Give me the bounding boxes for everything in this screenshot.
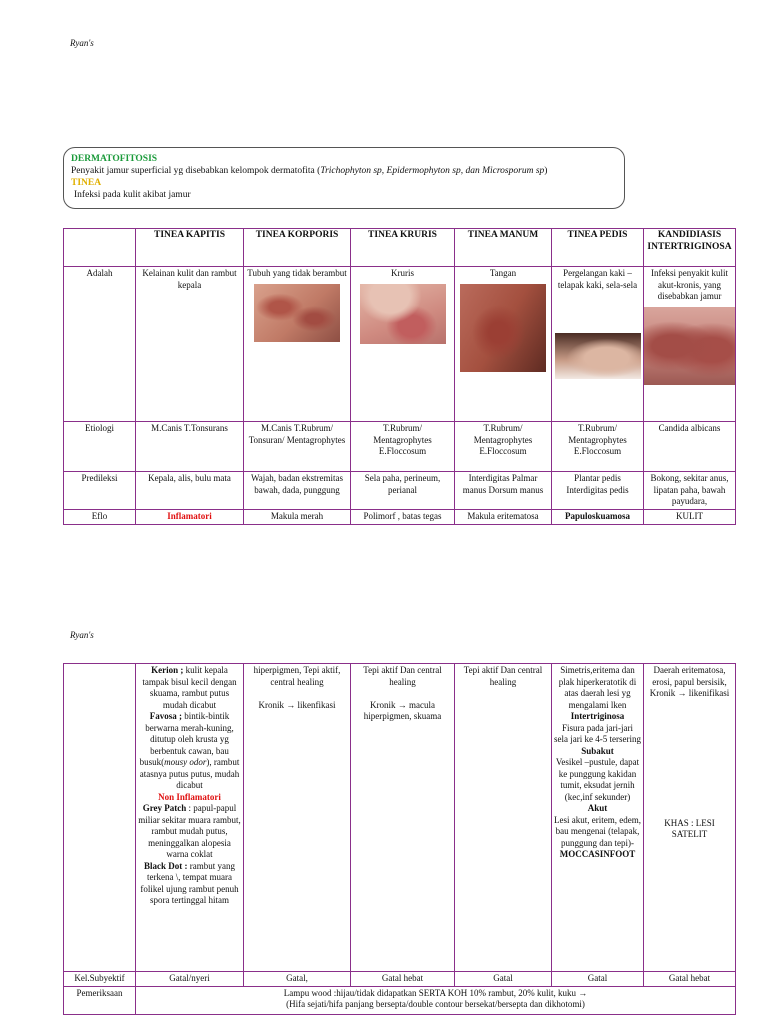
row-predileksi xyxy=(64,472,736,510)
header-tinea-kruris: TINEA KRURIS xyxy=(351,229,455,267)
row-subyektif xyxy=(64,972,736,987)
cell: Interdigitas Palmar manus Dorsum manus xyxy=(455,472,552,510)
cell-kandidiasis: Infeksi penyakit kulit akut-kronis, yang disebabkan jamur xyxy=(644,267,736,422)
cell: Wajah, badan ekstremitas bawah, dada, punggung xyxy=(244,472,351,510)
cell-kandidiasis: Daerah eritematosa, erosi, papul bersisik, Kronik → likenifikasi KHAS : LESI SATELIT xyxy=(644,664,736,972)
cell: M.Canis T.Tonsurans xyxy=(136,422,244,472)
korporis-lesion-photo xyxy=(254,284,340,342)
cell: T.Rubrum/ Mentagrophytes E.Floccosum xyxy=(351,422,455,472)
cell: Bokong, sekitar anus, lipatan paha, bawah payudara, xyxy=(644,472,736,510)
cell-manum: Tepi aktif Dan central healing xyxy=(455,664,552,972)
row-label: Adalah xyxy=(64,267,136,422)
cell: Gatal xyxy=(552,972,644,987)
row-lesion-description xyxy=(64,664,736,972)
row-label: Eflo xyxy=(64,510,136,525)
header-empty xyxy=(64,229,136,267)
tinea-definition: Infeksi pada kulit akibat jamur xyxy=(74,190,191,200)
cell: Makula merah xyxy=(244,510,351,525)
cell-manum: Tangan xyxy=(455,267,552,422)
cell-korporis: hiperpigmen, Tepi aktif, central healing Kronik → likenfikasi xyxy=(244,664,351,972)
cell: Gatal hebat xyxy=(644,972,736,987)
cell-pemeriksaan: Lampu wood :hijau/tidak didapatkan SERTA KOH 10% rambut, 20% kulit, kuku → (Hifa sejati/hifa panjang bersepta/double contour bersekat/bersepta dan dikhotomi) xyxy=(136,986,736,1014)
cell: Kepala, alis, bulu mata xyxy=(136,472,244,510)
header-tinea-kapitis: TINEA KAPITIS xyxy=(136,229,244,267)
author-signature-bottom: Ryan's xyxy=(70,630,94,640)
cell-kruris: Tepi aktif Dan central healing Kronik → macula hiperpigmen, skuama xyxy=(351,664,455,972)
cell: Candida albicans xyxy=(644,422,736,472)
cell-pedis: Pergelangan kaki –telapak kaki, sela-sela xyxy=(552,267,644,422)
header-tinea-manum: TINEA MANUM xyxy=(455,229,552,267)
header-tinea-pedis: TINEA PEDIS xyxy=(552,229,644,267)
cell: T.Rubrum/ Mentagrophytes E.Floccosum xyxy=(455,422,552,472)
cell: Sela paha, perineum, perianal xyxy=(351,472,455,510)
cell: Gatal/nyeri xyxy=(136,972,244,987)
author-signature-top: Ryan's xyxy=(70,38,94,48)
cell: T.Rubrum/ Mentagrophytes E.Floccosum xyxy=(552,422,644,472)
kandidiasis-lesion-photo xyxy=(644,307,736,385)
manum-lesion-photo xyxy=(460,284,546,372)
cell: M.Canis T.Rubrum/ Tonsuran/ Mentagrophytes xyxy=(244,422,351,472)
tinea-comparison-table-continued xyxy=(63,663,736,1015)
cell: Gatal, xyxy=(244,972,351,987)
header-kandidiasis: KANDIDIASIS INTERTRIGINOSA xyxy=(644,229,736,267)
dermatofitosis-definition: Penyakit jamur superficial yg disebabkan kelompok dermatofita (Trichophyton sp, Epidermophyton sp, dan Microsporum sp) xyxy=(71,166,548,176)
cell: Gatal xyxy=(455,972,552,987)
tinea-comparison-table xyxy=(63,228,736,525)
row-eflo xyxy=(64,510,736,525)
row-adalah xyxy=(64,267,736,422)
row-etiologi xyxy=(64,422,736,472)
cell: Kelainan kulit dan rambut kepala xyxy=(136,267,244,422)
table-header-row xyxy=(64,229,736,267)
header-tinea-korporis: TINEA KORPORIS xyxy=(244,229,351,267)
cell: Papuloskuamosa xyxy=(552,510,644,525)
row-label: Kel.Subyektif xyxy=(64,972,136,987)
cell-pedis: Simetris,eritema dan plak hiperkeratotik di atas daerah lesi yg mengalami lken Intertriginosa Fisura pada jari-jari sela jari ke 4-5 tersering Subakut Vesikel –pustule, dapat ke punggung kakidan tumit, eksudat jernih (kec,inf sekunder) Akut Lesi akut, eritem, edem, bau mengenai (telapak, punggung dan tepi)- MOCCASINFOOT xyxy=(552,664,644,972)
pedis-lesion-photo xyxy=(555,333,641,379)
cell: Inflamatori xyxy=(136,510,244,525)
row-label: Predileksi xyxy=(64,472,136,510)
row-label: Etiologi xyxy=(64,422,136,472)
kruris-lesion-photo xyxy=(360,284,446,344)
cell: Polimorf , batas tegas xyxy=(351,510,455,525)
cell-korporis: Tubuh yang tidak berambut xyxy=(244,267,351,422)
cell: Makula eritematosa xyxy=(455,510,552,525)
definition-box xyxy=(63,147,625,209)
cell: KULIT xyxy=(644,510,736,525)
cell-kapitis-types: Kerion ; kulit kepala tampak bisul kecil dengan skuama, rambut putus mudah dicabut Favosa ; bintik-bintik berwarna merah-kuning, ditutup oleh krusta yg berbentuk cawan, bau busuk(mousy odor), rambut atasnya putus putus, mudah dicabut Non Inflamatori Grey Patch : papul-papul miliar sekitar muara rambut, rambut mudah putus, meninggalkan alopesia warna coklat Black Dot : rambut yang terkena \, tempat muara folikel ujung rambut penuh spora tertinggal hitam xyxy=(136,664,244,972)
cell: Gatal hebat xyxy=(351,972,455,987)
row-label-empty xyxy=(64,664,136,972)
dermatofitosis-title: DERMATOFITOSIS xyxy=(71,154,158,164)
cell: Plantar pedis Interdigitas pedis xyxy=(552,472,644,510)
row-pemeriksaan xyxy=(64,986,736,1014)
tinea-title: TINEA xyxy=(71,178,102,188)
cell-kruris: Kruris xyxy=(351,267,455,422)
row-label: Pemeriksaan xyxy=(64,986,136,1014)
